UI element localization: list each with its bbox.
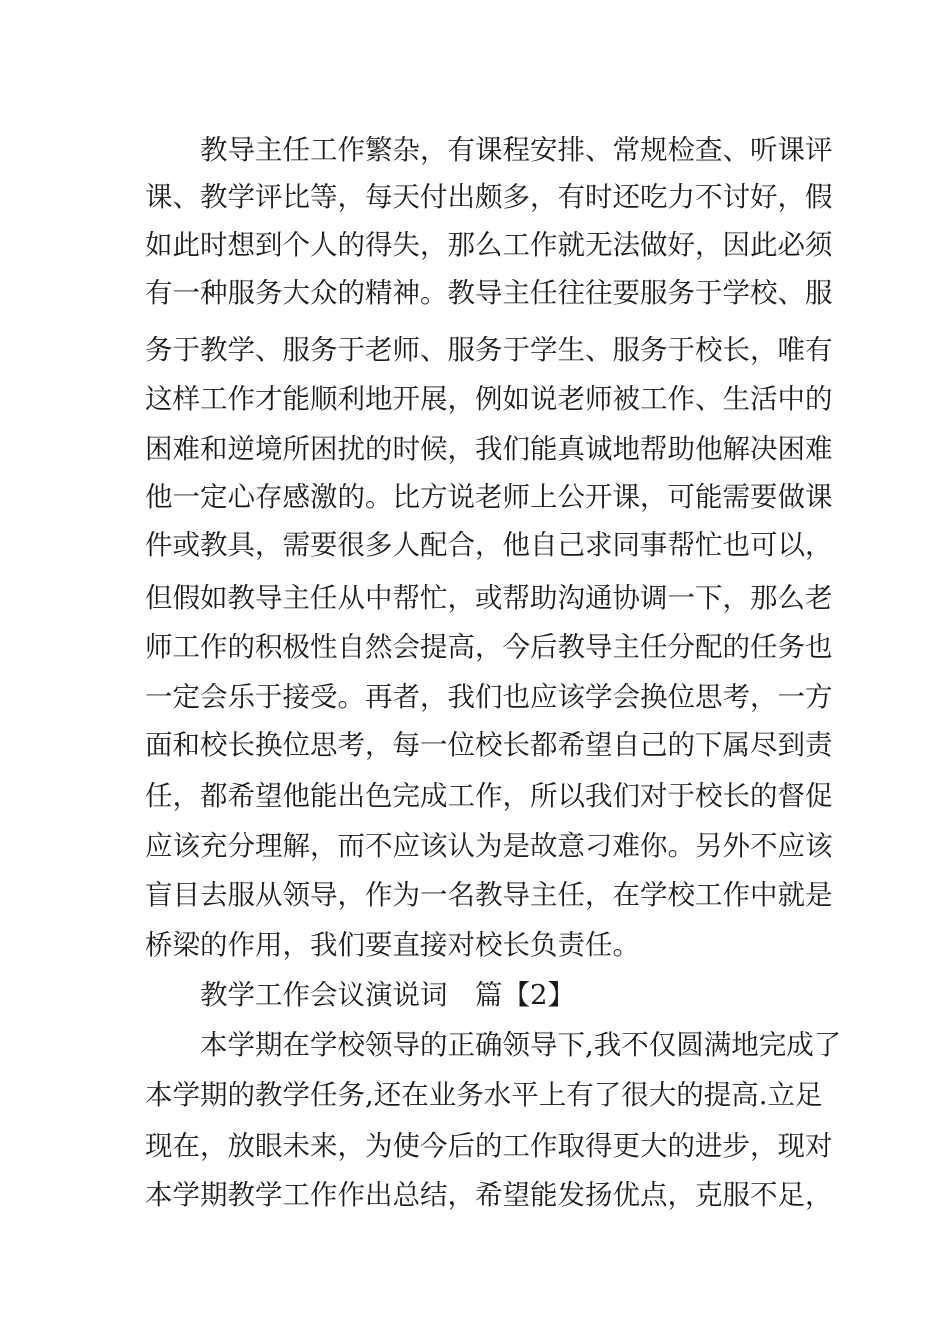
paragraph-line: 教导主任工作繁杂，有课程安排、常规检查、听课评 (200, 134, 833, 166)
paragraph-line: 本学期教学工作作出总结，希望能发扬优点，克服不足， (145, 1179, 833, 1211)
paragraph-line: 师工作的积极性自然会提高，今后教导主任分配的任务也 (145, 631, 833, 663)
paragraph-line: 困难和逆境所困扰的时候，我们能真诚地帮助他解决困难 (145, 433, 833, 465)
paragraph-line: 任，都希望他能出色完成工作，所以我们对于校长的督促 (145, 780, 833, 812)
paragraph-line: 本学期在学校领导的正确领导下,我不仅圆满地完成了 (200, 1029, 842, 1061)
paragraph-line: 但假如教导主任从中帮忙，或帮助沟通协调一下，那么老 (145, 582, 833, 614)
paragraph-line: 这样工作才能顺利地开展，例如说老师被工作、生活中的 (145, 383, 833, 415)
paragraph-line: 他一定心存感激的。比方说老师上公开课，可能需要做课 (145, 481, 833, 513)
paragraph-line: 面和校长换位思考，每一位校长都希望自己的下属尽到责 (145, 729, 833, 761)
paragraph-line: 现在，放眼未来，为使今后的工作取得更大的进步，现对 (145, 1130, 833, 1162)
paragraph-line: 桥梁的作用，我们要直接对校长负责任。 (145, 929, 640, 961)
paragraph-line: 本学期的教学任务,还在业务水平上有了很大的提高.立足 (145, 1079, 823, 1111)
paragraph-line: 盲目去服从领导，作为一名教导主任，在学校工作中就是 (145, 879, 833, 911)
paragraph-line: 件或教具，需要很多人配合，他自己求同事帮忙也可以， (145, 529, 833, 561)
paragraph-line: 课、教学评比等，每天付出颇多，有时还吃力不讨好，假 (145, 181, 833, 213)
paragraph-line: 一定会乐于接受。再者，我们也应该学会换位思考，一方 (145, 681, 833, 713)
paragraph-line: 如此时想到个人的得失，那么工作就无法做好，因此必须 (145, 229, 833, 261)
paragraph-line: 务于教学、服务于老师、服务于学生、服务于校长，唯有 (145, 334, 833, 366)
section-heading: 教学工作会议演说词 篇【2】 (200, 979, 575, 1011)
paragraph-line: 应该充分理解，而不应该认为是故意刁难你。另外不应该 (145, 830, 833, 862)
paragraph-line: 有一种服务大众的精神。教导主任往往要服务于学校、服 (145, 277, 833, 309)
